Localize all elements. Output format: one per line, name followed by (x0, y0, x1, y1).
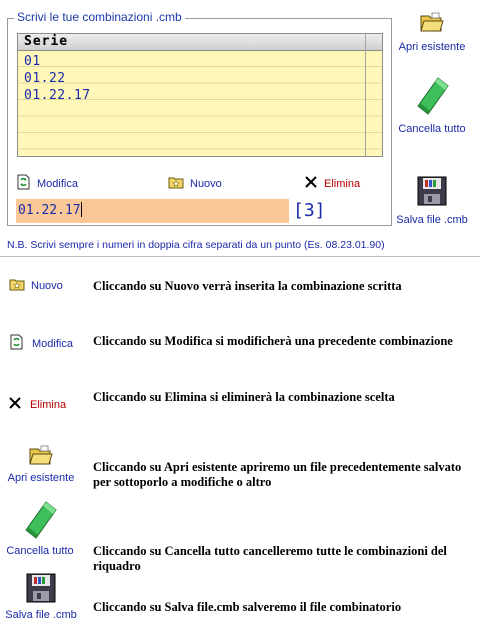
salva-file-button[interactable] (390, 175, 474, 226)
modifica-label: Modifica (37, 177, 78, 190)
help-item-text: Cliccando su Cancella tutto cancelleremo tutte le combinazioni del riquadro (93, 544, 447, 573)
format-note: N.B. Scrivi sempre i numeri in doppia cifra separati da un punto (Es. 08.23.01.90) (7, 239, 385, 251)
delete-x-icon (8, 396, 22, 413)
edit-document-icon (16, 174, 31, 193)
list-item[interactable]: 01.22 (24, 71, 66, 86)
help-item-modifica-icon (9, 334, 73, 353)
help-item-text: Cliccando su Apri esistente apriremo un file precedentemente salvato per sottoporlo a modifiche o altro (93, 460, 462, 489)
groupbox-title: Scrivi le tue combinazioni .cmb (14, 10, 185, 24)
list-scrollbar[interactable] (365, 34, 382, 156)
help-item-salva-icon (3, 572, 79, 621)
apri-esistente-label: Apri esistente (398, 41, 466, 53)
combination-input[interactable] (16, 199, 289, 223)
help-item-apri-icon (6, 443, 76, 484)
help-item-nuovo-icon (9, 277, 63, 294)
elimina-button[interactable] (304, 175, 360, 192)
help-item-text: Cliccando su Salva file.cmb salveremo il file combinatorio (93, 600, 402, 614)
help-item-elimina-icon (8, 396, 66, 413)
eraser-icon (22, 500, 58, 543)
help-item-text: Cliccando su Nuovo verrà inserita la combinazione scritta (93, 279, 402, 293)
help-item-label: Nuovo (31, 279, 63, 292)
modifica-button[interactable] (16, 174, 78, 193)
help-item-label: Cancella tutto (6, 545, 74, 557)
list-item[interactable]: 01 (24, 54, 41, 69)
combination-input-value: 01.22.17 (18, 203, 81, 218)
delete-x-icon (304, 175, 318, 192)
folder-star-icon (168, 175, 184, 192)
text-caret (81, 202, 82, 217)
divider (0, 256, 480, 257)
list-header-serie[interactable]: Serie (18, 34, 365, 51)
floppy-disk-icon (390, 175, 474, 210)
salva-file-label: Salva file .cmb (396, 214, 468, 226)
folder-star-icon (9, 277, 25, 294)
help-item-label: Elimina (30, 398, 67, 411)
help-item-label: Apri esistente (7, 472, 75, 484)
apri-esistente-button[interactable] (390, 10, 474, 53)
eraser-icon (390, 76, 474, 119)
list-item[interactable]: 01.22.17 (24, 88, 91, 103)
list-header-filler (366, 34, 382, 51)
open-folder-icon (28, 443, 54, 470)
help-item-cancella-icon (4, 500, 76, 557)
elimina-label: Elimina (324, 177, 361, 190)
open-folder-icon (390, 10, 474, 37)
help-item-text: Cliccando su Modifica si modificherà una precedente combinazione (93, 334, 453, 348)
help-item-text: Cliccando su Elimina si eliminerà la combinazione scelta (93, 390, 395, 404)
cancella-tutto-button[interactable] (390, 76, 474, 135)
floppy-disk-icon (25, 572, 57, 607)
edit-document-icon (9, 334, 24, 353)
nuovo-label: Nuovo (190, 177, 222, 190)
combination-count: [3] (293, 200, 326, 221)
help-item-label: Modifica (32, 337, 73, 350)
nuovo-button[interactable] (168, 175, 222, 192)
help-item-label: Salva file .cmb (5, 609, 77, 621)
cancella-tutto-label: Cancella tutto (398, 123, 466, 135)
